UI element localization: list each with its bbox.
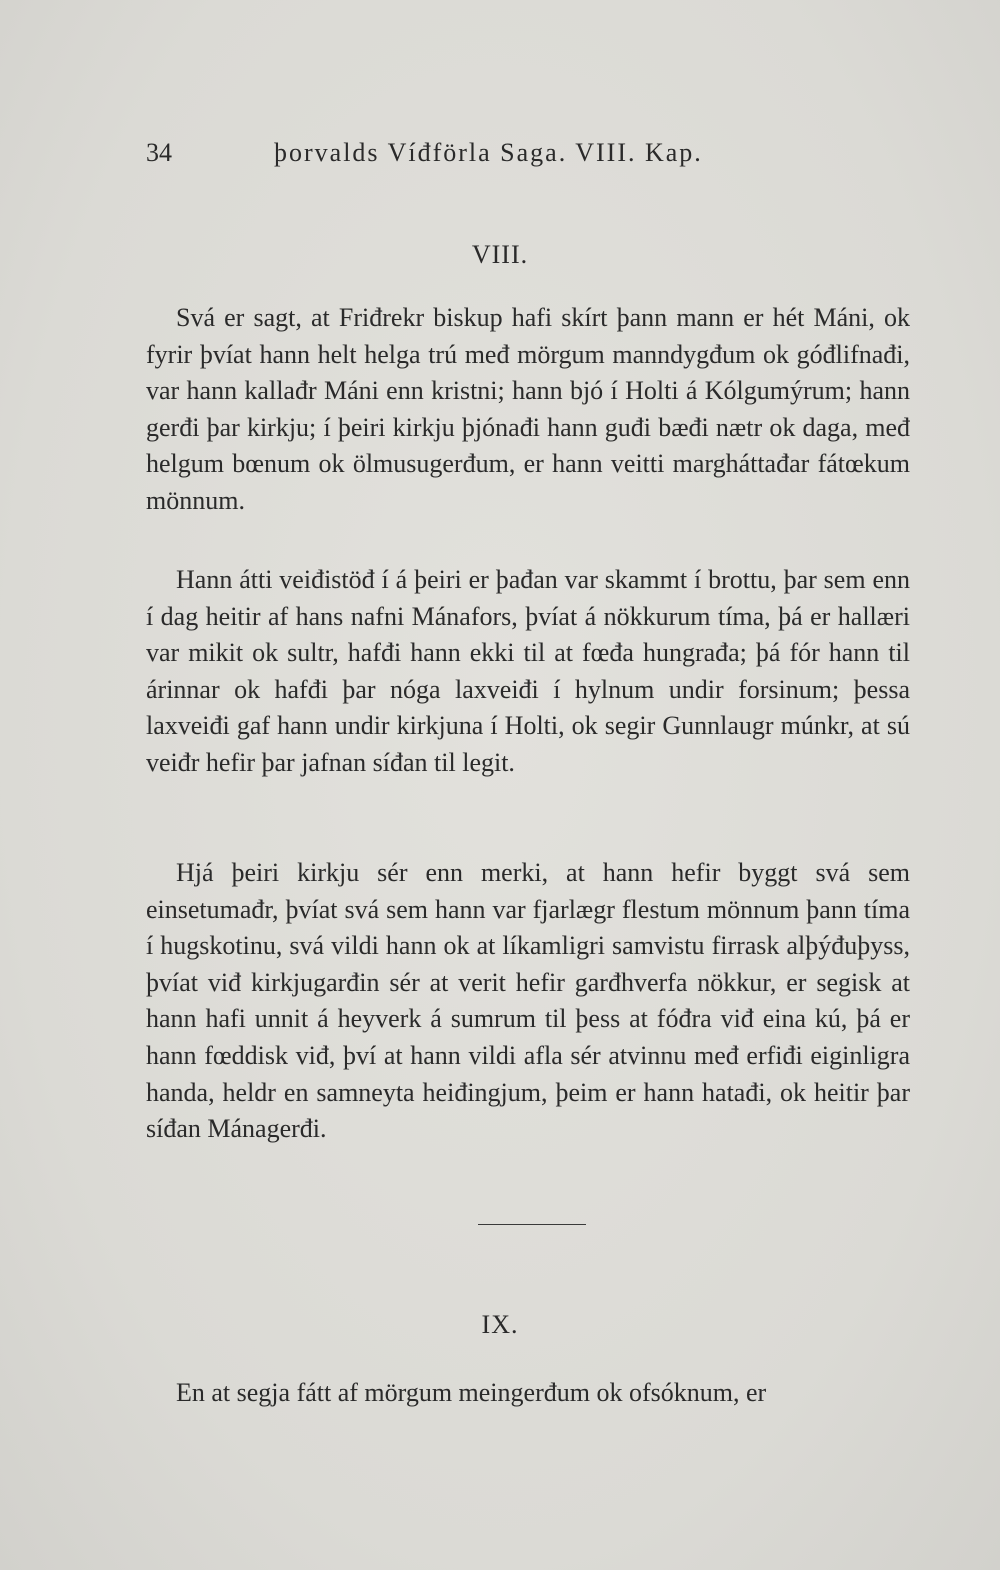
page-header [146, 138, 916, 178]
running-title: þorvalds Víđförla Saga. VIII. Kap. [274, 138, 703, 167]
chapter-heading-viii: VIII. [471, 240, 529, 269]
chapter-viii-paragraph-2: Hann átti veiđistöđ í á þeiri er þađan var skammt í brottu, þar sem enn í dag heitir af hans nafni Mánafors, þvíat á nökkurum tíma, þá er hallæri var mikit ok sultr, hafđi hann ekki til at fœđa hungrađa; þá fór hann til árinnar ok hafđi þar nóga laxveiđi í hylnum undir forsinum; þessa laxveiđi gaf hann undir kirkjuna í Holti, ok segir Gunnlaugr múnkr, at sú veiđr hefir þar jafnan síđan til legit. [146, 565, 910, 777]
chapter-viii-paragraph-1: Svá er sagt, at Friđrekr biskup hafi skírt þann mann er hét Máni, ok fyrir þvíat hann helt helga trú međ mörgum manndygđum ok góđlifnađi, var hann kallađr Máni enn kristni; hann bjó í Holti á Kólgumýrum; hann gerđi þar kirkju; í þeiri kirkju þjónađi hann guđi bæđi nætr ok daga, međ helgum bœnum ok ölmusugerđum, er hann veitti margháttađar fátœkum mönnum. [146, 303, 910, 515]
chapter-heading-ix: IX. [481, 1310, 519, 1339]
page-number: 34 [146, 138, 172, 167]
section-divider [478, 1224, 586, 1225]
chapter-ix-paragraph-1: En at segja fátt af mörgum meingerđum ok ofsóknum, er [176, 1378, 767, 1407]
chapter-viii-paragraph-3: Hjá þeiri kirkju sér enn merki, at hann hefir byggt svá sem einsetumađr, þvíat svá sem hann var fjarlægr flestum mönnum þann tíma í hugskotinu, svá vildi hann ok at líkamligri samvistu firrask alþýđuþyss, þvíat viđ kirkjugarđin sér at verit hefir garđhverfa nökkur, er segisk at hann hafi unnit á heyverk á sumrum til þess at fóđra viđ eina kú, þá er hann fœddisk viđ, því at hann vildi afla sér atvinnu međ erfiđi eiginligra handa, heldr en samneyta heiđingjum, þeim er hann hatađi, ok heitir þar síđan Mánagerđi. [146, 858, 910, 1144]
